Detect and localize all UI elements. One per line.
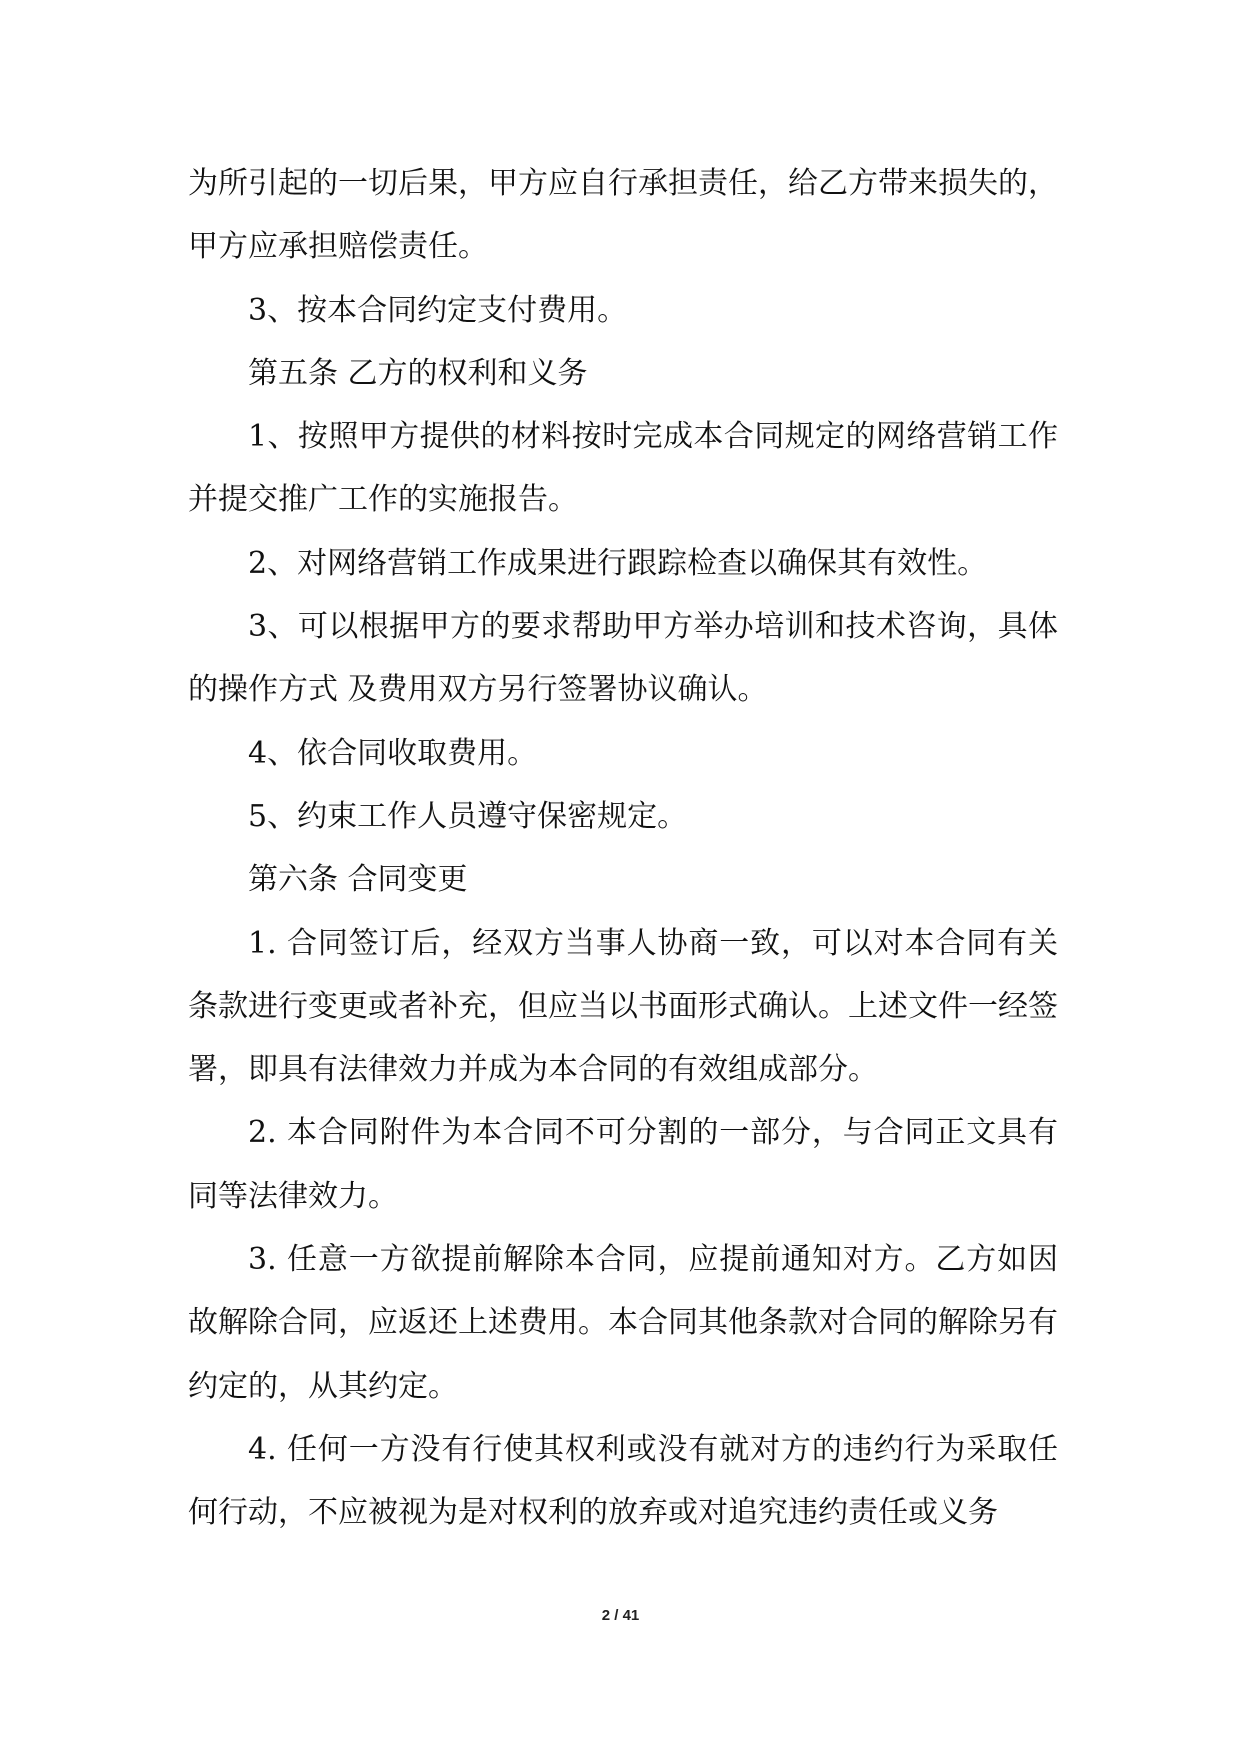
heading-article-6: 第六条 合同变更 (248, 862, 468, 898)
paragraph-continuation: 为所引起的一切后果，甲方应自行承担责任，给乙方带来损失的，甲方应承担赔偿责任。 (188, 166, 1058, 265)
page-number: 2 / 41 (601, 1607, 640, 1624)
paragraph-clause-5-3: 3、可以根据甲方的要求帮助甲方举办培训和技术咨询，具体的操作方式 及费用双方另行签署协议确认。 (188, 609, 1058, 708)
paragraph-clause-5-5: 5、约束工作人员遵守保密规定。 (248, 798, 688, 834)
paragraph-clause-5-1: 1、按照甲方提供的材料按时完成本合同规定的网络营销工作并提交推广工作的实施报告。 (188, 419, 1058, 518)
heading-article-5: 第五条 乙方的权利和义务 (248, 355, 588, 391)
paragraph-clause-5-4: 4、依合同收取费用。 (248, 735, 538, 771)
paragraph-clause-6-2: 2. 本合同附件为本合同不可分割的一部分，与合同正文具有同等法律效力。 (188, 1115, 1058, 1214)
paragraph-clause-4-3: 3、按本合同约定支付费用。 (248, 292, 628, 328)
paragraph-clause-5-2: 2、对网络营销工作成果进行跟踪检查以确保其有效性。 (248, 545, 988, 581)
paragraph-clause-6-1: 1. 合同签订后，经双方当事人协商一致，可以对本合同有关条款进行变更或者补充，但应当以书面形式确认。上述文件一经签署，即具有法律效力并成为本合同的有效组成部分。 (188, 925, 1058, 1088)
paragraph-clause-6-3: 3. 任意一方欲提前解除本合同，应提前通知对方。乙方如因故解除合同，应返还上述费用。本合同其他条款对合同的解除另有约定的，从其约定。 (188, 1242, 1058, 1404)
paragraph-clause-6-4: 4. 任何一方没有行使其权利或没有就对方的违约行为采取任何行动，不应被视为是对权利的放弃或对追究违约责任或义务 (188, 1431, 1058, 1531)
document-body (188, 152, 1058, 1545)
